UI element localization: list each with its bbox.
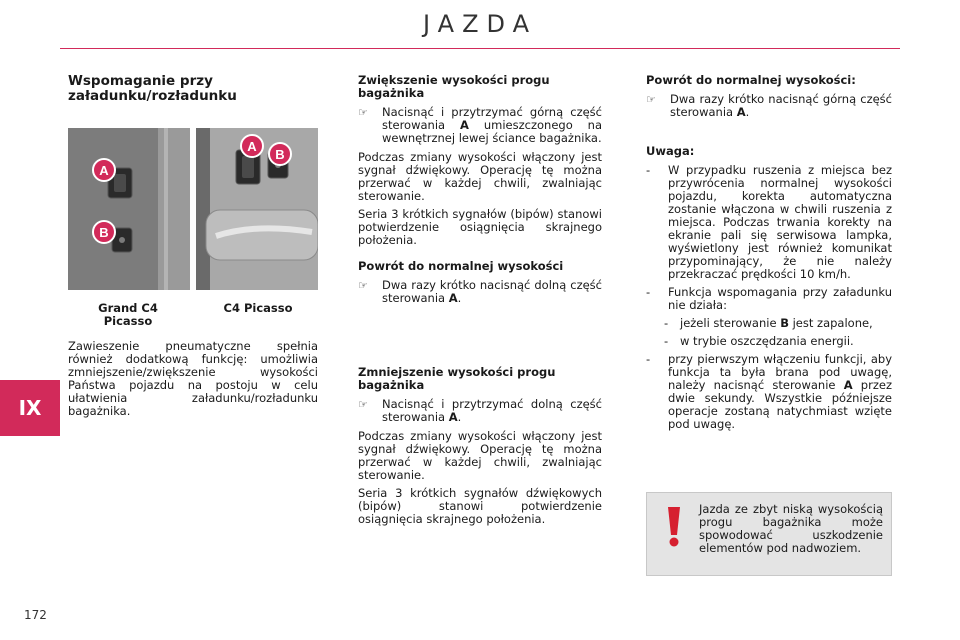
heading-raise: Zwiększenie wysokości progu bagażnika <box>358 73 550 100</box>
note-item-3-text: przy pierwszym włączeniu funkcji, aby funkcja ta była brana pod uwagę, należy nacisnąć sterowanie <box>668 352 892 392</box>
raise-bullet-text: Nacisnąć i przytrzymać górną część sterowania <box>382 105 602 132</box>
heading-lower: Zmniejszenie wysokości progu bagażnika <box>358 365 556 392</box>
heading-return-right: Powrót do normalnej wysokości: <box>646 73 856 87</box>
lower-paragraph-2: Seria 3 krótkich sygnałów dźwiękowych (bipów) stanowi potwierdzenie osiągnięcia skrajnego położenia. <box>358 486 602 526</box>
photo-grand-c4-picasso <box>68 128 190 290</box>
photo-c4-picasso <box>196 128 318 290</box>
page-number: 172 <box>24 608 47 622</box>
header-divider <box>60 48 900 49</box>
warning-icon <box>657 505 691 549</box>
raise-bullet <box>358 106 602 145</box>
photo-c4-picasso-illustration <box>196 128 318 290</box>
hand-pointing-icon: ☞ <box>358 279 368 292</box>
caption-c4-picasso: C4 Picasso <box>223 301 293 315</box>
caption-grand-c4-picasso: Grand C4 Picasso <box>98 301 158 328</box>
left-column <box>68 74 318 104</box>
label-a-2: A <box>247 139 257 154</box>
lower-bullet-text: Nacisnąć i przytrzymać dolną część sterowania <box>382 397 602 424</box>
return-right-key: A <box>736 105 746 119</box>
note-item-1: - W przypadku ruszenia z miejsca bez przywrócenia normalnej wysokości pojazdu, korekta automatyczna zostanie włączona w chwili ruszenia z miejsca. Podczas trwania korekty na ekranie pali się serwisowa lampka, wyświetlony jest również komunikat przypominający, że nie należy przekraczać prędkości 10 km/h. <box>646 163 892 281</box>
note-item-3: - przy pierwszym włączeniu funkcji, aby funkcja ta była brana pod uwagę, należy nacisnąć sterowanie A przez dwie sekundy. Wszystkie późniejsze operacje zostaną natychmiast wzięte pod uwagę. <box>646 352 892 431</box>
middle-column-top <box>358 74 602 311</box>
lower-bullet-text-end: . <box>457 410 462 424</box>
note-item-3-key: A <box>843 378 853 392</box>
middle-column-bottom <box>358 366 602 531</box>
note-item-1-text: W przypadku ruszenia z miejsca bez przywrócenia normalnej wysokości pojazdu, korekta automatyczna zostanie włączona w chwili ruszenia z miejsca. Podczas trwania korekty na ekranie pali się serwisowa lampka, wyświetlony jest również komunikat przypominający, że nie należy przekraczać prędkości 10 km/h. <box>668 163 892 281</box>
control-photos <box>68 128 318 290</box>
intro-paragraph: Zawieszenie pneumatyczne spełnia również dodatkową funkcję: umożliwia zmniejszenie/zwiększenie wysokości Państwa pojazdu na postoju w celu ułatwienia załadunku/rozładunku bagażnika. <box>68 339 318 418</box>
label-b-2: B <box>275 147 285 162</box>
hand-pointing-icon: ☞ <box>358 106 368 119</box>
note-subitem-1-text-end: jest zapalone, <box>788 316 873 330</box>
note-subitem-2: - w trybie oszczędzania energii. <box>664 335 892 348</box>
raise-key: A <box>460 118 469 132</box>
lower-bullet <box>358 398 602 424</box>
warning-text: Jazda ze zbyt niską wysokością progu bagażnika może spowodować uszkodzenie elementów pod nadwoziem. <box>699 502 883 555</box>
return-right-bullet <box>646 93 892 119</box>
return-right-text: Dwa razy krótko nacisnąć górną część sterowania <box>670 92 892 119</box>
return-bullet-text-end: . <box>457 291 462 305</box>
note-subitem-2-text: w trybie oszczędzania energii. <box>680 334 854 348</box>
heading-note: Uwaga: <box>646 144 695 158</box>
note-subitem-1-key: B <box>780 316 789 330</box>
raise-paragraph-2: Seria 3 krótkich sygnałów (bipów) stanowi potwierdzenie osiągnięcia skrajnego położenia. <box>358 207 602 247</box>
right-column <box>646 74 892 436</box>
hand-pointing-icon: ☞ <box>646 93 656 106</box>
note-item-2-text: Funkcja wspomagania przy załadunku nie działa: <box>668 285 892 312</box>
note-subitem-1-text: jeżeli sterowanie <box>680 316 781 330</box>
lower-key: A <box>448 410 458 424</box>
note-item-3-text-end: przez dwie sekundy. Wszystkie późniejsze operacje zostaną natychmiast wzięte pod uwagę. <box>668 378 892 431</box>
note-subitem-1: - jeżeli sterowanie B jest zapalone, <box>664 316 873 330</box>
warning-box <box>646 492 892 576</box>
section-title: Wspomaganie przy załadunku/rozładunku <box>68 73 237 104</box>
raise-bullet-text-end: umieszczonego na wewnętrznej lewej ściance bagażnika. <box>382 118 603 145</box>
chapter-tab: IX <box>0 380 60 436</box>
label-a: A <box>99 163 109 178</box>
return-bullet-text: Dwa razy krótko nacisnąć dolną część sterowania <box>382 278 602 305</box>
page-title: JAZDA <box>423 10 537 38</box>
photo-grand-c4-picasso-illustration <box>68 128 190 290</box>
return-right-text-end: . <box>745 105 750 119</box>
raise-paragraph-1: Podczas zmiany wysokości włączony jest sygnał dźwiękowy. Operację tę można przerwać w każdej chwili, zwalniając sterowanie. <box>358 150 602 203</box>
intro-block <box>68 340 318 423</box>
return-key: A <box>448 291 458 305</box>
note-item-2: - Funkcja wspomagania przy załadunku nie działa: <box>646 285 892 312</box>
lower-paragraph-1: Podczas zmiany wysokości włączony jest sygnał dźwiękowy. Operację tę można przerwać w każdej chwili, zwalniając sterowanie. <box>358 429 602 482</box>
hand-pointing-icon: ☞ <box>358 398 368 411</box>
label-b: B <box>99 225 109 240</box>
heading-return: Powrót do normalnej wysokości <box>358 259 564 273</box>
return-bullet <box>358 279 602 305</box>
